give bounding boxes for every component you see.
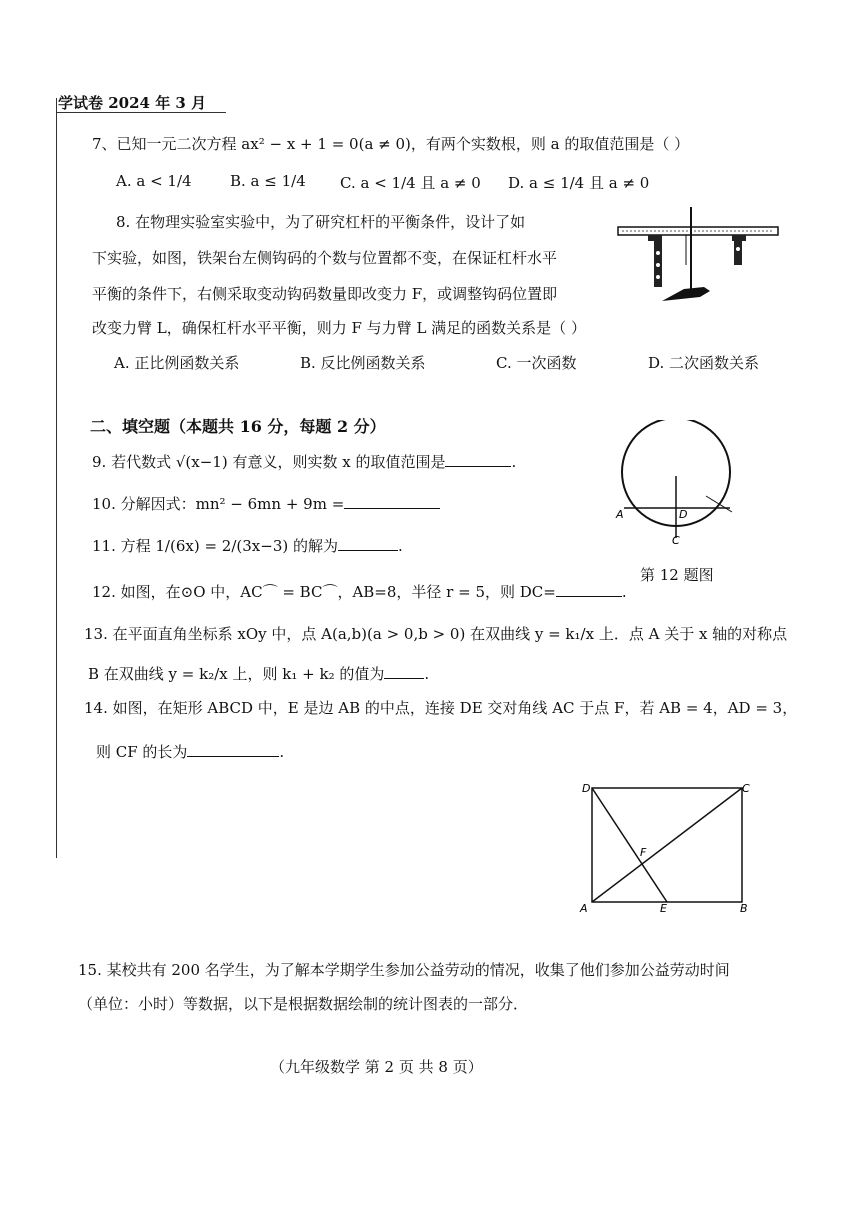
question-13-end: . [424, 665, 430, 683]
question-15-line-2: （单位：小时）等数据，以下是根据数据绘制的统计图表的一部分． [78, 995, 529, 1013]
question-11-text: 11. 方程 1/(6x) = 2/(3x−3) 的解为 [92, 537, 338, 555]
fig14-label-f: F [640, 846, 647, 859]
q8-option-d: D. 二次函数关系 [648, 354, 760, 372]
question-13-line-2-text: B 在双曲线 y = k₂/x 上，则 k₁ + k₂ 的值为 [88, 665, 385, 683]
question-9-end: . [511, 453, 517, 471]
margin-line [56, 98, 57, 858]
question-11 [92, 536, 403, 556]
question-8-line-4: 改变力臂 L，确保杠杆水平平衡，则力 F 与力臂 L 满足的函数关系是（ ） [92, 319, 586, 337]
question-14-line-2-text: 则 CF 的长为 [96, 743, 188, 761]
question-12 [92, 582, 627, 602]
lever-experiment-figure [614, 205, 780, 310]
fig14-label-d: D [582, 782, 591, 795]
question-8-line-2: 下实验，如图，铁架台左侧钩码的个数与位置都不变，在保证杠杆水平 [92, 249, 558, 267]
q7-option-a: A. a < 1/4 [116, 172, 192, 190]
figure-14-rectangle [576, 778, 756, 918]
question-12-text: 12. 如图，在⊙O 中，AC⌒ = BC⌒，AB=8，半径 r = 5，则 DC= [92, 583, 556, 601]
question-9 [92, 452, 516, 472]
q7-option-c: C. a < 1/4 且 a ≠ 0 [340, 174, 481, 192]
question-13-line-2 [88, 664, 429, 684]
fig12-label-c: C [672, 534, 680, 547]
page-footer: （九年级数学 第 2 页 共 8 页） [270, 1058, 483, 1076]
q7-option-b: B. a ≤ 1/4 [230, 172, 306, 190]
q14-answer-blank[interactable] [187, 742, 279, 757]
question-7-stem: 7、已知一元二次方程 ax² − x + 1 = 0(a ≠ 0)，有两个实数根，则 a 的取值范围是（ ） [92, 135, 690, 153]
question-14-line-1: 14. 如图，在矩形 ABCD 中，E 是边 AB 的中点，连接 DE 交对角线 AC 于点 F，若 AB = 4，AD = 3， [84, 699, 798, 717]
question-14-end: . [279, 743, 285, 761]
page-header: 学试卷 2024 年 3 月 [58, 94, 207, 112]
q10-answer-blank[interactable] [344, 494, 440, 509]
q11-answer-blank[interactable] [338, 536, 398, 551]
fig14-label-e: E [660, 902, 667, 915]
fig14-label-a: A [580, 902, 588, 915]
q9-answer-blank[interactable] [445, 452, 511, 467]
question-8-line-3: 平衡的条件下，右侧采取变动钩码数量即改变力 F，或调整钩码位置即 [92, 285, 558, 303]
question-10-text: 10. 分解因式：mn² − 6mn + 9m = [92, 495, 345, 513]
section-2-title: 二、填空题（本题共 16 分，每题 2 分） [90, 417, 386, 436]
question-15-line-1: 15. 某校共有 200 名学生，为了解本学期学生参加公益劳动的情况，收集了他们参加公益劳动时间 [78, 961, 730, 979]
question-10 [92, 494, 440, 514]
q12-answer-blank[interactable] [556, 582, 622, 597]
fig14-label-b: B [740, 902, 748, 915]
question-9-text: 9. 若代数式 √(x−1) 有意义，则实数 x 的取值范围是 [92, 453, 446, 471]
fig14-label-c: C [742, 782, 750, 795]
fig12-label-a: A [616, 508, 624, 521]
figure-12-circle [612, 420, 742, 550]
q13-answer-blank[interactable] [384, 664, 424, 679]
fig12-label-d: D [679, 508, 688, 521]
q8-option-b: B. 反比例函数关系 [300, 354, 426, 372]
figure-12-caption: 第 12 题图 [640, 566, 714, 584]
question-14-line-2 [96, 742, 284, 762]
question-12-end: . [621, 583, 627, 601]
question-13-line-1: 13. 在平面直角坐标系 xOy 中，点 A(a,b)(a > 0,b > 0) 在双曲线 y = k₁/x 上．点 A 关于 x 轴的对称点 [84, 625, 788, 643]
question-11-end: . [398, 537, 403, 555]
q8-option-a: A. 正比例函数关系 [114, 354, 240, 372]
question-8-line-1: 8. 在物理实验室实验中，为了研究杠杆的平衡条件，设计了如 [116, 213, 526, 231]
q8-option-c: C. 一次函数 [496, 354, 577, 372]
q7-option-d: D. a ≤ 1/4 且 a ≠ 0 [508, 174, 650, 192]
